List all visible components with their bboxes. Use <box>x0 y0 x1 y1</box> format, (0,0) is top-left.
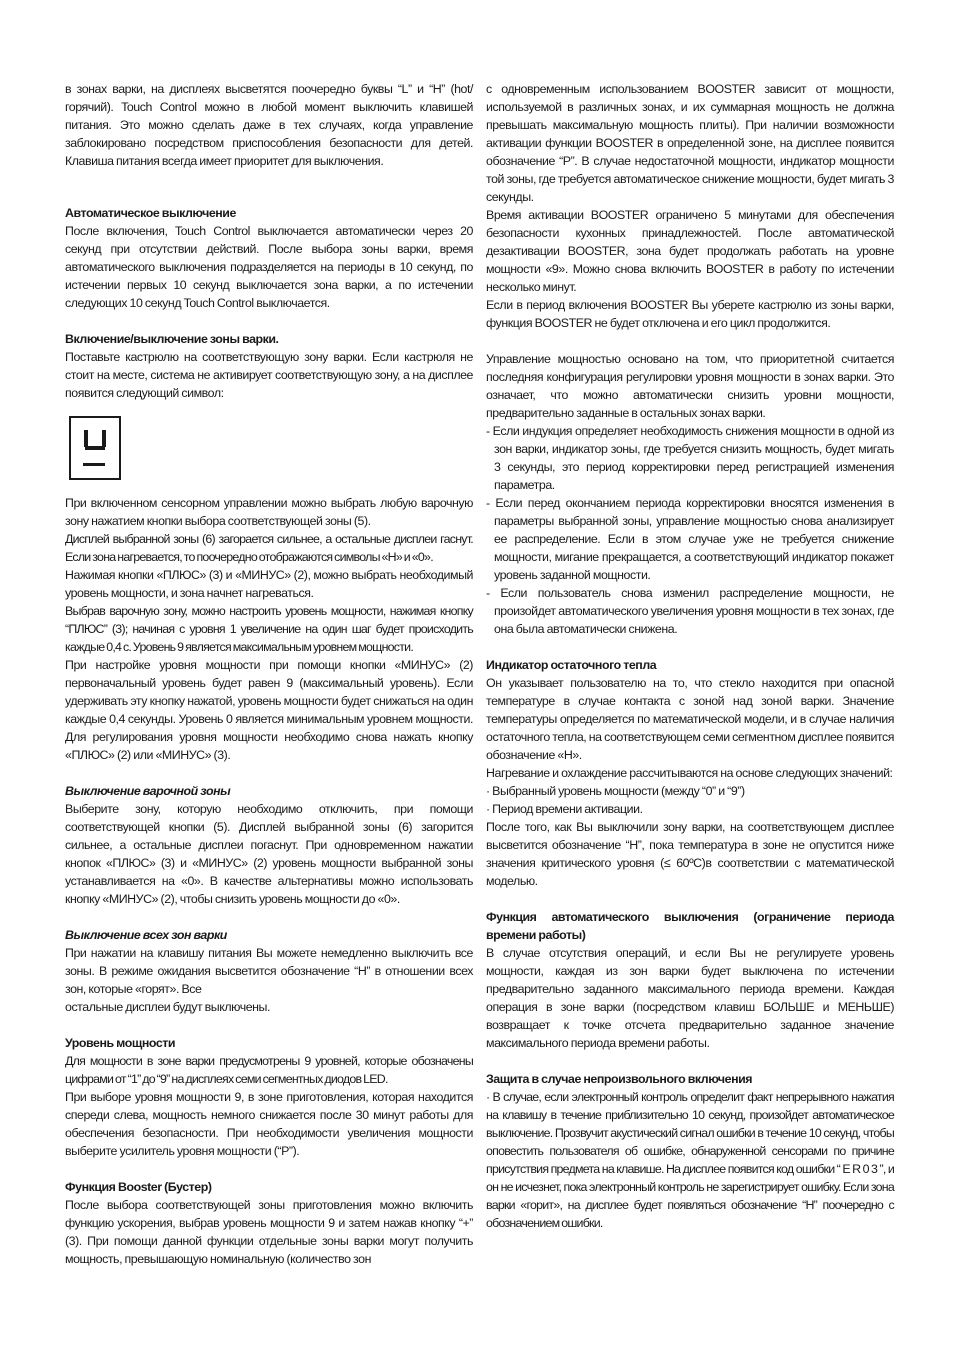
all-off-paragraph: При нажатии на клавишу питания Вы можете немедленно выключить все зоны. В режиме ожидания высветится обозначение “H” в отношении всех зон, которые «горят». Все <box>65 946 473 996</box>
auto-func-heading: Функция автоматического выключения (ограничение периода времени работы) <box>486 910 894 942</box>
booster-paragraph: После выбора соответствующей зоны приготовления можно включить функцию ускорения, выбрав уровень мощности 9 и затем нажав кнопку “+” (3). При помощи данной функции отдельные зоны варки могут получить мощность, превышающую номинальную (количество зон <box>65 1198 473 1266</box>
power-level-paragraph-2: При выборе уровня мощности 9, в зоне приготовления, которая находится спереди слева, мощность немного снижается после 30 минут работы для обеспечения безопасности. При необходимости увеличения мощности выберите усилитель уровня мощности (“P”). <box>65 1090 473 1158</box>
display-paragraph: Дисплей выбранной зоны (6) загорается сильнее, а остальные дисплеи гаснут. Если зона нагревается, то поочередно отображаются символы «H» и «0». <box>65 532 473 564</box>
zone-off-heading: Выключение варочной зоны <box>65 784 231 798</box>
plus-paragraph: Нажимая кнопки «ПЛЮС» (3) и «МИНУС» (2), можно выбрать необходимый уровень мощности, и зона начнет нагреваться. <box>65 568 473 600</box>
list-item: - Если индукция определяет необходимость снижения мощности в одной из зон варки, индикатор зоны, где требуется снизить мощность, будет мигать 3 секунды, это период корректировки перед регистрацией изменения параметра. <box>486 424 894 492</box>
power-level-paragraph-1: Для мощности в зоне варки предусмотрены 9 уровней, которые обозначены цифрами от “1” до “9” на дисплеях семи сегментных диодов LED. <box>65 1054 473 1086</box>
booster-heading: Функция Booster (Бустер) <box>65 1180 212 1194</box>
heat-calc-paragraph: Нагревание и охлаждение рассчитываются на основе следующих значений: <box>486 766 893 780</box>
intro-paragraph: в зонах варки, на дисплеях высветятся поочередно буквы “L” и “H” (hot/горячий). Touch Control можно в любой момент выключить клавишей питания. Это можно сделать даже в тех случаях, когда управление заблокировано посредством приспособления безопасности для детей. Клавиша питания всегда имеет приоритет для выключения. <box>65 82 473 168</box>
power-level-heading: Уровень мощности <box>65 1036 176 1050</box>
minus-paragraph: При настройке уровня мощности при помощи кнопки «МИНУС» (2) первоначальный уровень будет равен 9 (максимальный уровень). Если удерживать эту кнопку нажатой, уровень мощности будет снижаться на один каждые 0,4 секунды. Уровень 0 является минимальным уровнем мощности. Для регулирования уровня мощности необходимо снова нажать кнопку «ПЛЮС» (2) или «МИНУС» (3). <box>65 658 473 762</box>
right-column <box>486 80 894 1232</box>
select-paragraph: Выбрав варочную зону, можно настроить уровень мощности, нажимая кнопку “ПЛЮС” (3); начиная с уровня 1 увеличение на один шаг будет происходить каждые 0,4 с. Уровень 9 является максимальным уровнем мощности. <box>65 604 473 654</box>
left-column <box>65 80 473 1268</box>
all-off-heading: Выключение всех зон варки <box>65 928 227 942</box>
booster-time-paragraph: Время активации BOOSTER ограничено 5 минутами для обеспечения безопасности кухонных принадлежностей. После автоматической дезактивации BOOSTER, зона будет продолжать работать на уровне мощности «9». Можно снова включить BOOSTER в работу по истечении несколько минут. <box>486 208 894 294</box>
all-off-paragraph-2: остальные дисплеи будут выключены. <box>65 1000 271 1014</box>
list-item: - Если перед окончанием периода корректировки вносятся изменения в параметры выбранной зоны, управление мощностью снова анализирует ее распределение. Если в этом случае уже не требуется снижение мощности, мигание прекращается, а соответствующий индикатор покажет уровень заданной мощности. <box>486 496 894 582</box>
auto-off-heading: Автоматическое выключение <box>65 206 236 220</box>
zone-onoff-heading: Включение/выключение зоны варки. <box>65 332 279 346</box>
protection-heading: Защита в случае непроизвольного включения <box>486 1072 753 1086</box>
residual-heat-heading: Индикатор остаточного тепла <box>486 658 657 672</box>
booster-cont-paragraph: с одновременным использованием BOOSTER зависит от мощности, используемой в различных зонах, и их суммарная мощность не должна превышать максимальную мощность плиты). При наличии возможности активации функции BOOSTER в определенной зоне, на дисплее появится обозначение “P”. В случае недостаточной мощности, индикатор мощности той зоны, где требуется автоматическое снижение мощности, будет мигать 3 секунды. <box>486 82 894 204</box>
zone-off-paragraph: Выберите зону, которую необходимо отключить, при помощи соответствующей кнопки (5). Дисплей выбранной зоны (6) загорится сильнее, а остальные дисплеи погаснут. При одновременном нажатии кнопок «ПЛЮС» (3) и «МИНУС» (2) уровень мощности выбранной зоны устанавливается на «0». В качестве альтернативы можно использовать кнопку «МИНУС» (2), чтобы снизить уровень мощности до «0». <box>65 802 473 906</box>
list-item: - Если пользователь снова изменил распределение мощности, не произойдет автоматического увеличения уровня мощности в тех зонах, где она была автоматически снижена. <box>486 586 894 636</box>
zone-onoff-paragraph: Поставьте кастрюлю на соответствующую зону варки. Если кастрюля не стоит на месте, система не активирует соответствующую зону, а на дисплее появится следующий символ: <box>65 350 473 400</box>
auto-off-paragraph: После включения, Touch Control выключается автоматически через 20 секунд при отсутствии действий. После выбора зоны варки, время автоматического выключения подразделяется на периоды в 10 секунд, по истечении первых 10 секунд выключается зона варки, а по истечении следующих 10 секунд Touch Control выключается. <box>65 224 473 310</box>
sensor-paragraph: При включенном сенсорном управлении можно выбрать любую варочную зону нажатием кнопки выбора соответствующей зоны (5). <box>65 496 473 528</box>
power-management-list <box>486 422 894 638</box>
bullet-activation-time: · Период времени активации. <box>486 802 643 816</box>
after-off-paragraph: После того, как Вы выключили зону варки, на соответствующем дисплее высветится обозначение “H”, пока температура в зоне не опустится ниже значения критического уровня (≤ 60ºC)в соответствии с математической моделью. <box>486 820 894 888</box>
auto-func-paragraph: В случае отсутствия операций, и если Вы не регулируете уровень мощности, каждая из зон варки будет выключена по истечении предварительно заданного максимального периода времени. Каждая операция в зоне варки (посредством клавиш БОЛЬШЕ и МЕНЬШЕ) возвращает к точке отсчета предварительно заданное значение максимального периода времени работы. <box>486 946 894 1050</box>
residual-heat-paragraph: Он указывает пользователю на то, что стекло находится при опасной температуре в случае контакта с зоной над зоной варки. Значение температуры определяется по математической модели, и в случае наличия остаточного тепла, на соответствующем семи сегментном дисплее появится обозначение «H». <box>486 676 894 762</box>
booster-remove-paragraph: Если в период включения BOOSTER Вы уберете кастрюлю из зоны варки, функция BOOSTER не будет отключена и его цикл продолжится. <box>486 298 894 330</box>
bullet-power-level: · Выбранный уровень мощности (между “0” и “9”) <box>486 784 745 798</box>
power-management-paragraph: Управление мощностью основано на том, что приоритетной считается последняя конфигурация регулировки уровня мощности в зонах варки. Это означает, что можно автоматически снизить уровни мощности, предварительно заданные в остальных зонах варки. <box>486 352 894 420</box>
no-pan-display-symbol <box>69 416 121 480</box>
protection-paragraph: · В случае, если электронный контроль определит факт непрерывного нажатия на клавишу в течение приблизительно 10 секунд, произойдет автоматическое выключение. Прозвучит акустический сигнал ошибки в течение 10 секунд, чтобы оповестить пользователя об ошибке, обнаруженной сенсорами по причине присутствия предмета на клавише. На дисплее появится код ошибки “ E R 0 3 ”, и он не исчезнет, пока электронный контроль не зарегистрирует ошибку. Если зона варки «горит», на дисплее будет появляться обозначение “H” поочередно с обозначением ошибки. <box>486 1090 894 1230</box>
